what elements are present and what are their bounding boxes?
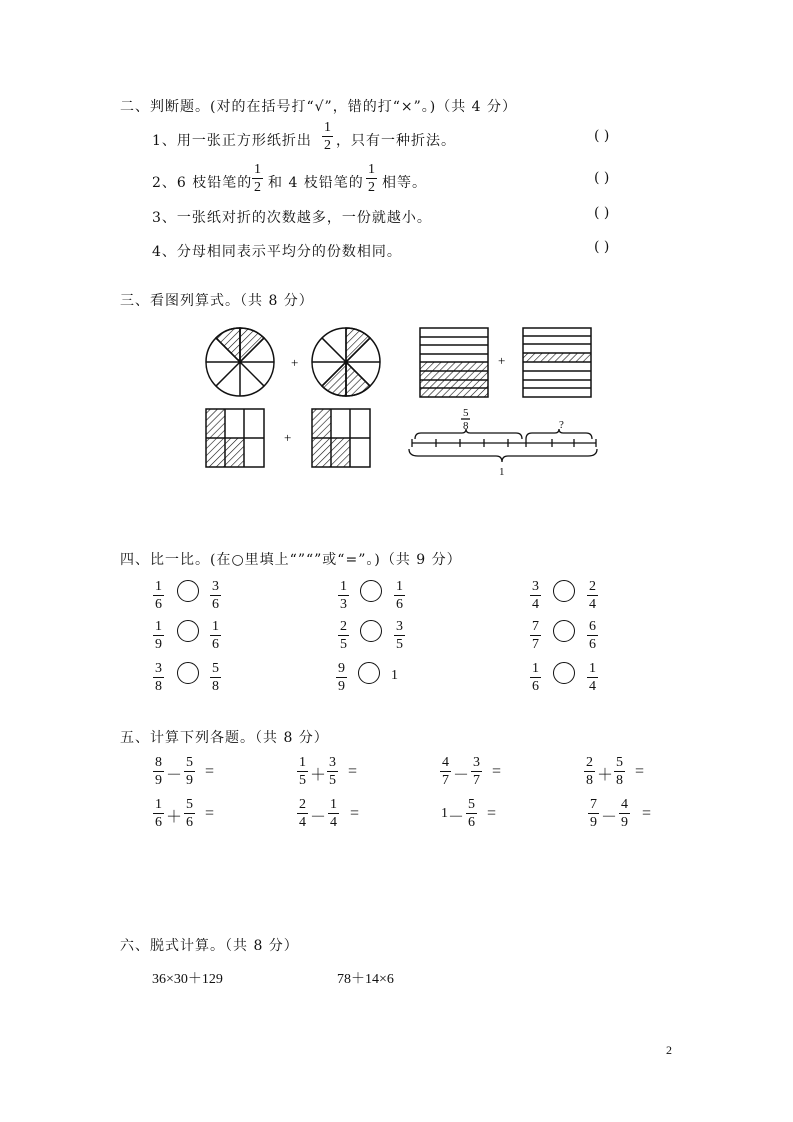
equals-sign: = [350,805,360,822]
compare-fraction: 3 4 [532,579,539,612]
plus-sign: ＋ [166,809,183,826]
figure-panel [0,315,793,515]
judge-q2-post: 相等。 [382,175,427,191]
plus-sign: + [291,355,299,370]
detach-heading: 六、脱式计算。（共 8 分） [120,938,299,954]
whole-number: 1 [441,806,448,821]
compare-fraction: 1 3 [340,579,347,612]
whole-number: 1 [391,668,398,683]
compare-circle[interactable] [358,662,380,684]
circle-diagram-left [206,328,274,396]
equals-sign: = [492,763,502,780]
compare-fraction: 2 5 [340,619,347,652]
compare-fraction: 1 9 [155,619,162,652]
judge-q4: 4、分母相同表示平均分的份数相同。 [152,244,402,260]
judge-q2-mid: 和 4 枝铅笔的 [268,175,364,191]
compare-fraction: 3 8 [155,661,162,694]
answer-paren-4[interactable]: ( ) [594,239,610,255]
circle-diagram-right [312,328,380,396]
figure-heading: 三、看图列算式。（共 8 分） [120,293,314,309]
calc-fraction: 5 8 [616,755,623,788]
stripe-diagram-right [523,328,591,397]
judge-q2-pre: 2、6 枝铅笔的 [152,175,253,191]
compare-fraction: 1 6 [155,579,162,612]
compare-circle[interactable] [360,580,382,602]
compare-fraction: 1 6 [532,661,539,694]
compare-circle[interactable] [177,580,199,602]
minus-sign: － [601,809,618,826]
equals-sign: = [205,763,215,780]
svg-text:8: 8 [463,420,469,432]
plus-sign: ＋ [597,767,614,784]
calc-fraction: 5 6 [186,797,193,830]
compare-fraction: 3 5 [396,619,403,652]
equals-sign: = [642,805,652,822]
compare-fraction: 1 4 [589,661,596,694]
calc-fraction: 4 9 [621,797,628,830]
minus-sign: － [453,767,470,784]
expression-2: 78＋14×6 [337,972,394,987]
compare-circle[interactable] [177,620,199,642]
calc-fraction: 1 4 [330,797,337,830]
compare-fraction: 2 4 [589,579,596,612]
minus-sign: － [166,767,183,784]
expression-1: 36×30＋129 [152,972,223,987]
equals-sign: = [205,805,215,822]
calc-fraction: 8 9 [155,755,162,788]
svg-text:1: 1 [499,466,505,478]
calc-fraction: 1 5 [299,755,306,788]
equals-sign: = [487,805,497,822]
compare-fraction: 6 6 [589,619,596,652]
calc-fraction: 7 9 [590,797,597,830]
compare-circle[interactable] [553,580,575,602]
answer-paren-2[interactable]: ( ) [594,170,610,186]
page-number: 2 [666,1043,672,1057]
judge-q3: 3、一张纸对折的次数越多，一份就越小。 [152,210,432,226]
compare-fraction: 1 6 [212,619,219,652]
compare-fraction: 3 6 [212,579,219,612]
minus-sign: － [310,809,327,826]
answer-paren-3[interactable]: ( ) [594,205,610,221]
stripe-diagram-left [420,328,488,397]
fraction-half: 1 2 [254,162,261,195]
judge-q1-post: ，只有一种折法。 [336,133,456,149]
judge-q1-pre: 1、用一张正方形纸折出 [152,133,312,149]
calc-fraction: 5 6 [468,797,475,830]
compare-fraction: 1 6 [396,579,403,612]
calc-fraction: 2 4 [299,797,306,830]
calc-fraction: 2 8 [586,755,593,788]
calc-fraction: 5 9 [186,755,193,788]
plus-sign: + [498,353,506,368]
compare-circle[interactable] [177,662,199,684]
equals-sign: = [348,763,358,780]
equals-sign: = [635,763,645,780]
calc-fraction: 4 7 [442,755,449,788]
calc-fraction: 3 5 [329,755,336,788]
svg-text:5: 5 [463,407,469,419]
grid-diagram-left [206,409,264,467]
compare-fraction: 9 9 [338,661,345,694]
fraction-half: 1 2 [368,162,375,195]
minus-sign: － [448,809,465,826]
compare-fraction: 7 7 [532,619,539,652]
compare-circle[interactable] [360,620,382,642]
calc-fraction: 1 6 [155,797,162,830]
judge-heading: 二、判断题。(对的在括号打“√”，错的打“×”。)（共 4 分） [120,99,518,115]
svg-text:?: ? [559,419,564,431]
compare-circle[interactable] [553,620,575,642]
answer-paren-1[interactable]: ( ) [594,128,610,144]
grid-diagram-right [312,409,370,467]
calc-fraction: 3 7 [473,755,480,788]
fraction-half: 1 2 [324,120,331,153]
plus-sign: ＋ [310,767,327,784]
compare-fraction: 5 8 [212,661,219,694]
compare-heading: 四、比一比。(在○里填上“”“”或“=”。)（共 9 分） [120,552,462,568]
plus-sign: + [284,430,292,445]
calc-heading: 五、计算下列各题。（共 8 分） [120,730,329,746]
compare-circle[interactable] [553,662,575,684]
segment-diagram [409,407,597,478]
